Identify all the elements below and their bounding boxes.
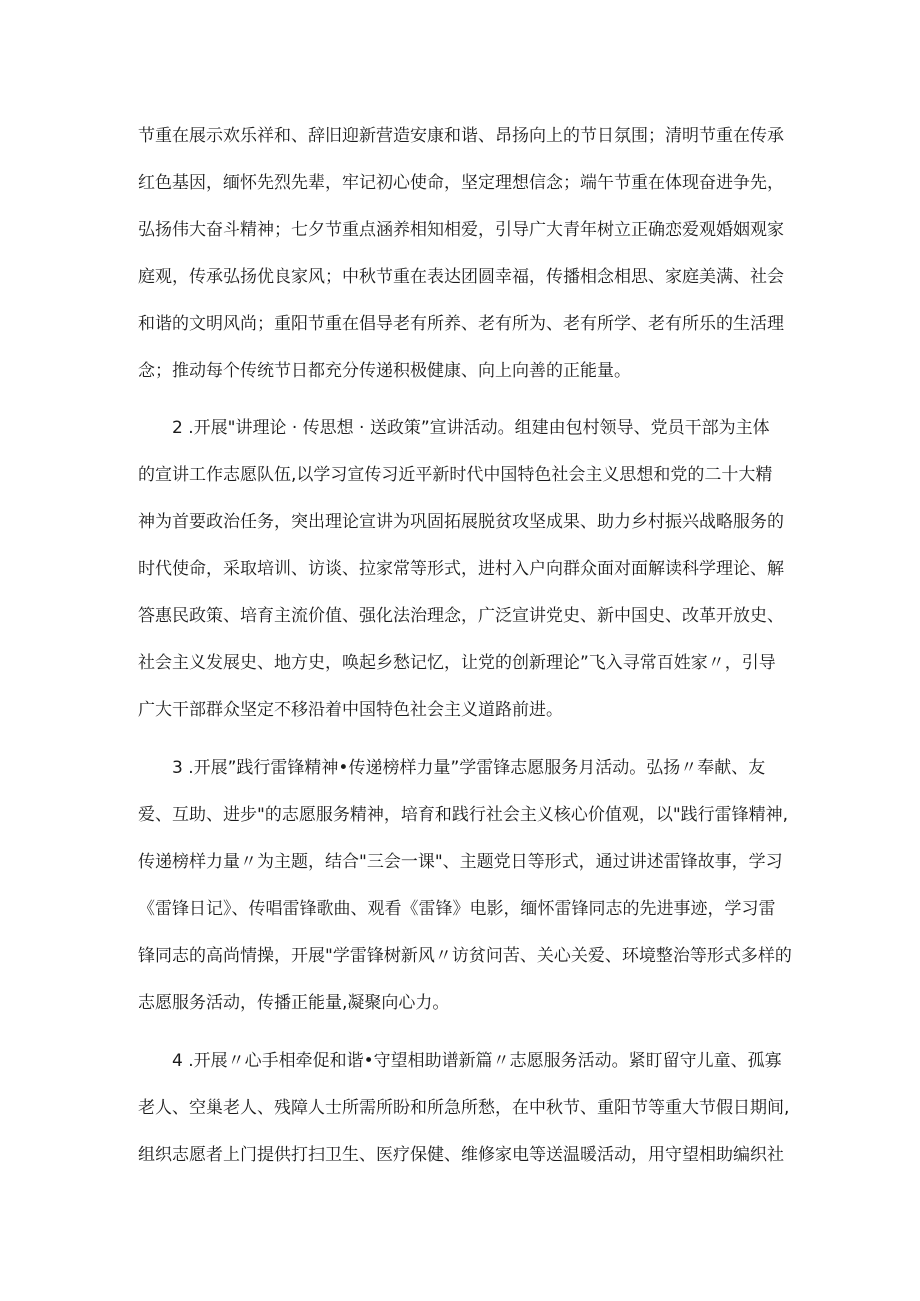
text-line: 志愿服务活动，传播正能量,凝聚向心力。: [138, 993, 450, 1013]
text-line: 弘扬伟大奋斗精神；七夕节重点涵养相知相爱，引导广大青年树立正确恋爱观婚姻观家: [138, 220, 784, 240]
text-line: 爱、互助、进步"的志愿服务精神，培育和践行社会主义核心价值观，以"践行雷锋精神,: [138, 805, 789, 825]
text-line: 庭观，传承弘扬优良家风；中秋节重在表达团圆幸福，传播相念相思、家庭美满、社会: [138, 267, 784, 287]
text-line: 锋同志的高尚情操，开展"学雷锋树新风〃访贫问苦、关心关爱、环境整治等形式多样的: [138, 946, 792, 966]
text-line: 广大干部群众坚定不移沿着中国特色社会主义道路前进。: [138, 700, 563, 720]
text-line: 答惠民政策、培育主流价值、强化法治理念，广泛宣讲党史、新中国史、改革开放史、: [138, 606, 784, 626]
text-line: 神为首要政治任务，突出理论宣讲为巩固拓展脱贫攻坚成果、助力乡村振兴战略服务的: [138, 512, 784, 532]
text-line: 节重在展示欢乐祥和、辞旧迎新营造安康和谐、昂扬向上的节日氛围；清明节重在传承: [138, 126, 784, 146]
paragraph-2-heading-line: 2 .开展"讲理论 · 传思想 · 送政策”宣讲活动。组建由包村领导、党员干部为主体: [172, 418, 770, 438]
text-line: 传递榜样力量〃为主题，结合"三会一课"、主题党日等形式，通过讲述雷锋故事，学习: [138, 852, 783, 872]
text-line: 社会主义发展史、地方史，唤起乡愁记忆，让党的创新理论”飞入寻常百姓家〃，引导: [138, 653, 776, 673]
text-line: 老人、空巢老人、残障人士所需所盼和所急所愁，在中秋节、重阳节等重大节假日期间,: [138, 1098, 790, 1118]
paragraph-4-heading-line: 4 .开展〃心手相牵促和谐•守望相助谱新篇〃志愿服务活动。紧盯留守儿童、孤寡: [172, 1051, 782, 1071]
paragraph-3-heading-line: 3 .开展”践行雷锋精神•传递榜样力量”学雷锋志愿服务月活动。弘扬〃奉献、友: [172, 758, 766, 778]
text-line: 的宣讲工作志愿队伍,以学习宣传习近平新时代中国特色社会主义思想和党的二十大精: [138, 465, 773, 485]
text-line: 念；推动每个传统节日都充分传递积极健康、向上向善的正能量。: [138, 361, 631, 381]
text-line: 红色基因，缅怀先烈先辈，牢记初心使命，坚定理想信念；端午节重在体现奋进争先，: [138, 173, 784, 193]
text-line: 组织志愿者上门提供打扫卫生、医疗保健、维修家电等送温暖活动，用守望相助编织社: [138, 1145, 784, 1165]
text-line: 《雷锋日记》、传唱雷锋歌曲、观看《雷锋》电影，缅怀雷锋同志的先进事迹，学习雷: [138, 899, 776, 919]
text-line: 时代使命，采取培训、访谈、拉家常等形式，进村入户向群众面对面解读科学理论、解: [138, 559, 784, 579]
text-line: 和谐的文明风尚；重阳节重在倡导老有所养、老有所为、老有所学、老有所乐的生活理: [138, 314, 784, 334]
